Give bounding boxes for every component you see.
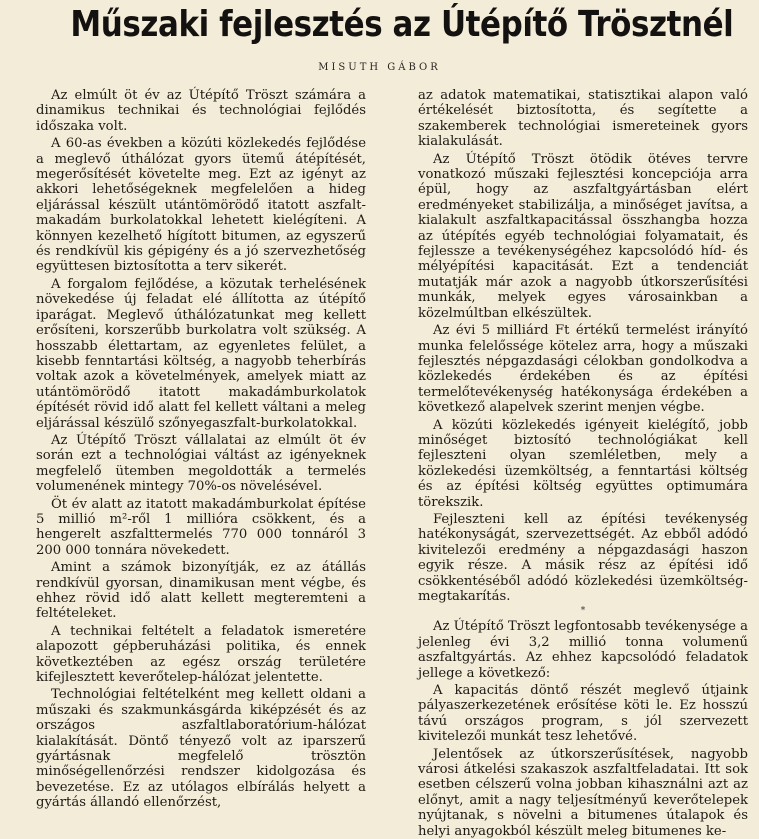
article-title: Műszaki fejlesztés az Útépítő Trösztnél bbox=[70, 4, 734, 45]
right-column bbox=[418, 88, 748, 839]
left-column bbox=[36, 88, 366, 822]
article-author: MISUTH GÁBOR bbox=[318, 62, 441, 73]
paragraph: A közúti közlekedés igényeit kielégítő, jobb minőséget biztosító technológiákat kell fejleszteni olyan szemléletben, mely a közlekedési üzemköltség, a fenntartási költség és az építési költség együttes optimumára törekszik. bbox=[418, 417, 748, 510]
paragraph: Öt év alatt az itatott makadámburkolat építése 5 millió m²-ről 1 millióra csökkent, és a hengerelt aszfalttermelés 770 000 tonnáról 3 200 000 tonnára növekedett. bbox=[36, 496, 366, 558]
paragraph: Technológiai feltételként meg kellett oldani a műszaki és szakmunkásgárda kiképzését és az országos aszfaltlaboratórium-hálózat kialakítását. Döntő tényező volt az iparszerű gyártásnak megfelelő trösztön minőségellenőrzési rendszer kidolgozása és bevezetése. Ez az utólagos elbírálás helyett a gyártás állandó ellenőrzést, bbox=[36, 687, 366, 811]
paragraph: Az elmúlt öt év az Útépítő Tröszt számára a dinamikus technikai és technológiai fejlődés időszaka volt. bbox=[36, 88, 366, 134]
paragraph: A forgalom fejlődése, a közutak terhelésének növekedése új feladat elé állította az útépítő iparágat. Meglevő úthálózatunkat meg kellett erősíteni, korszerűbb burkolatra volt szükség. A hosszabb élettartam, az egyenletes felület, a kisebb fenntartási költség, a nagyobb teherbírás voltak azok a követelmények, amelyek miatt az utántömörödő itatott makadámburkolatok építését rövid idő alatt fel kellett váltani a meleg eljárással készülő szőnyegaszfalt-burkolatokkal. bbox=[36, 276, 366, 431]
paragraph: Az Útépítő Tröszt ötödik ötéves tervre vonatkozó műszaki fejlesztési koncepciója arra épül, hogy az aszfaltgyártásban elért eredményeket stabilizálja, a minőséget javítsa, a kialakult aszfaltkapacitással összhangba hozza az útépítés egyéb technológiai folyamatait, és fejlessze a tevékenységéhez kapcsolódó híd- és mélyépítési kapacitását. Ezt a tendenciát mutatják már azok a nagyobb útkorszerűsítési munkák, melyek egyes városainkban a közelmúltban elkészültek. bbox=[418, 151, 748, 321]
paragraph: Az Útépítő Tröszt vállalatai az elmúlt öt év során ezt a technológiai váltást az igényeknek megfelelő ütemben megoldották a termelés volumenének mintegy 70%-os növelésével. bbox=[36, 432, 366, 495]
paragraph: Amint a számok bizonyítják, ez az átállás rendkívül gyorsan, dinamikusan ment végbe, és ehhez rövid idő alatt kellett megteremteni a feltételeket. bbox=[36, 560, 366, 622]
paragraph: Az Útépítő Tröszt legfontosabb tevékenysége a jelenleg évi 3,2 millió tonna volumenű aszfaltgyártás. Az ehhez kapcsolódó feladatok jellege a következő: bbox=[418, 619, 748, 681]
paragraph: Fejleszteni kell az építési tevékenység hatékonyságát, szervezettségét. Az ebből adódó kivitelezői eredmény a népgazdasági haszon egyik része. A másik rész az építési idő csökkentéséből adódó közlekedési üzemköltség-megtakarítás. bbox=[418, 511, 748, 604]
section-divider-asterisk: * bbox=[580, 606, 586, 617]
paragraph: A 60-as években a közúti közlekedés fejlődése a meglevő úthálózat gyors ütemű átépítését, megerősítését követelte meg. Ezt az igényt az akkori lehetőségeknek megfelelően a hideg eljárással készült utántömörödő itatott aszfalt-makadám burkolatokkal lehetett kielégíteni. A könnyen kezelhető hígított bitumen, az egyszerű és rendkívül kis gépigény és a jó szervezhetőség együttesen biztosította a terv sikerét. bbox=[36, 136, 366, 275]
paragraph: az adatok matematikai, statisztikai alapon való értékelését biztosította, és segítette a szakemberek technológiai ismereteinek gyors kialakulását. bbox=[418, 88, 748, 150]
paragraph: A technikai feltételt a feladatok ismeretére alapozott gépberuházási politika, és ennek következtében az egész ország területére kifejlesztett keverőtelep-hálózat jelentette. bbox=[36, 623, 366, 686]
paragraph: Az évi 5 milliárd Ft értékű termelést irányító munka felelőssége kötelez arra, hogy a műszaki fejlesztés népgazdasági célokban gondolkodva a közlekedés érdekében és az építési termelőtevékenység hatékonysága érdekében a következő alapelvek szerint menjen végbe. bbox=[418, 323, 748, 416]
paragraph: Jelentősek az útkorszerűsítések, nagyobb városi átkelési szakaszok aszfaltfeladatai. Itt sok esetben célszerű volna jobban kihasználni azt az előnyt, amit a nagy teljesítményű keverőtelepek nyújtanak, s növelni a bitumenes útalapok és helyi anyagokból készült meleg bitumenes ke- bbox=[418, 746, 748, 839]
paragraph: A kapacitás döntő részét meglevő útjaink pályaszerkezetének erősítése köti le. Ez hosszú távú országos program, s jól szervezett kivitelezői munkát tesz lehetővé. bbox=[418, 683, 748, 745]
